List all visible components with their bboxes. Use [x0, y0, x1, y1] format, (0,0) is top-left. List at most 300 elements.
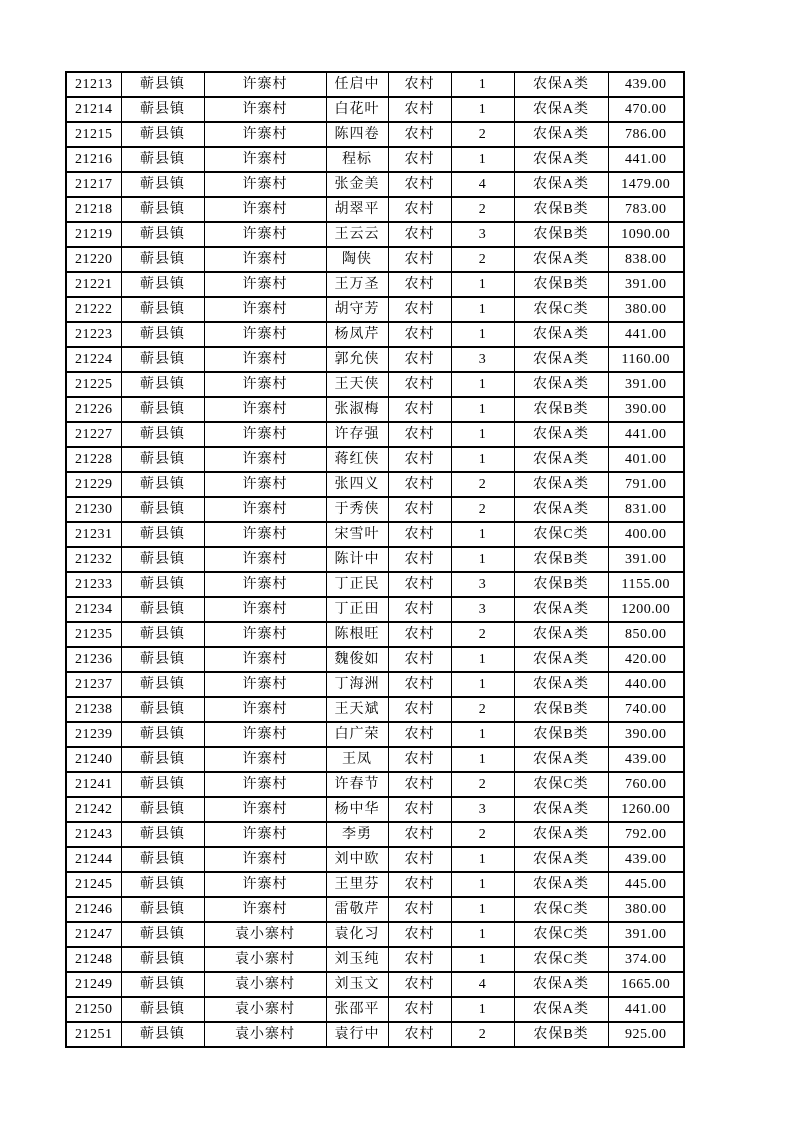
cell-record-id: 21221: [66, 272, 121, 297]
cell-amount: 445.00: [608, 872, 684, 897]
table-row: [66, 747, 684, 772]
cell-person-name: 陈计中: [326, 547, 388, 572]
cell-household-type: 农村: [388, 122, 451, 147]
cell-insurance-category: 农保A类: [514, 122, 608, 147]
cell-town: 蕲县镇: [121, 747, 204, 772]
cell-insurance-category: 农保A类: [514, 247, 608, 272]
cell-village: 许寨村: [204, 122, 326, 147]
cell-town: 蕲县镇: [121, 547, 204, 572]
cell-person-count: 1: [451, 97, 514, 122]
cell-person-name: 王里芬: [326, 872, 388, 897]
cell-household-type: 农村: [388, 72, 451, 97]
cell-person-count: 2: [451, 697, 514, 722]
cell-person-count: 1: [451, 422, 514, 447]
cell-town: 蕲县镇: [121, 797, 204, 822]
table-row: [66, 497, 684, 522]
cell-household-type: 农村: [388, 647, 451, 672]
table-row: [66, 1022, 684, 1047]
cell-amount: 1200.00: [608, 597, 684, 622]
table-row: [66, 522, 684, 547]
cell-insurance-category: 农保A类: [514, 322, 608, 347]
cell-household-type: 农村: [388, 697, 451, 722]
cell-person-name: 袁化习: [326, 922, 388, 947]
cell-insurance-category: 农保A类: [514, 172, 608, 197]
cell-town: 蕲县镇: [121, 247, 204, 272]
cell-record-id: 21249: [66, 972, 121, 997]
cell-village: 许寨村: [204, 797, 326, 822]
table-row: [66, 622, 684, 647]
cell-town: 蕲县镇: [121, 522, 204, 547]
cell-person-count: 1: [451, 397, 514, 422]
cell-town: 蕲县镇: [121, 672, 204, 697]
cell-town: 蕲县镇: [121, 972, 204, 997]
cell-person-name: 丁正民: [326, 572, 388, 597]
cell-town: 蕲县镇: [121, 997, 204, 1022]
cell-town: 蕲县镇: [121, 1022, 204, 1047]
cell-record-id: 21220: [66, 247, 121, 272]
cell-insurance-category: 农保A类: [514, 622, 608, 647]
cell-person-count: 1: [451, 872, 514, 897]
cell-town: 蕲县镇: [121, 897, 204, 922]
cell-town: 蕲县镇: [121, 322, 204, 347]
cell-person-count: 1: [451, 522, 514, 547]
cell-person-count: 3: [451, 797, 514, 822]
cell-person-name: 袁行中: [326, 1022, 388, 1047]
cell-person-name: 张淑梅: [326, 397, 388, 422]
cell-insurance-category: 农保C类: [514, 897, 608, 922]
cell-household-type: 农村: [388, 297, 451, 322]
table-row: [66, 447, 684, 472]
cell-household-type: 农村: [388, 397, 451, 422]
cell-amount: 390.00: [608, 397, 684, 422]
cell-person-count: 1: [451, 747, 514, 772]
cell-household-type: 农村: [388, 672, 451, 697]
cell-record-id: 21243: [66, 822, 121, 847]
cell-person-name: 杨凤芹: [326, 322, 388, 347]
cell-insurance-category: 农保C类: [514, 297, 608, 322]
cell-person-name: 张四义: [326, 472, 388, 497]
cell-record-id: 21214: [66, 97, 121, 122]
cell-household-type: 农村: [388, 797, 451, 822]
table-row: [66, 922, 684, 947]
cell-household-type: 农村: [388, 897, 451, 922]
cell-person-count: 1: [451, 72, 514, 97]
cell-village: 许寨村: [204, 672, 326, 697]
table-row: [66, 297, 684, 322]
cell-town: 蕲县镇: [121, 72, 204, 97]
cell-amount: 400.00: [608, 522, 684, 547]
cell-insurance-category: 农保A类: [514, 497, 608, 522]
cell-insurance-category: 农保A类: [514, 422, 608, 447]
cell-village: 许寨村: [204, 472, 326, 497]
cell-insurance-category: 农保B类: [514, 547, 608, 572]
cell-village: 许寨村: [204, 397, 326, 422]
cell-insurance-category: 农保A类: [514, 672, 608, 697]
cell-household-type: 农村: [388, 472, 451, 497]
cell-record-id: 21227: [66, 422, 121, 447]
cell-record-id: 21238: [66, 697, 121, 722]
cell-person-count: 1: [451, 272, 514, 297]
cell-town: 蕲县镇: [121, 947, 204, 972]
cell-person-count: 3: [451, 222, 514, 247]
cell-person-name: 陶侠: [326, 247, 388, 272]
cell-town: 蕲县镇: [121, 622, 204, 647]
cell-amount: 374.00: [608, 947, 684, 972]
table-row: [66, 172, 684, 197]
table-row: [66, 672, 684, 697]
table-row: [66, 247, 684, 272]
cell-household-type: 农村: [388, 372, 451, 397]
table-row: [66, 472, 684, 497]
table-row: [66, 222, 684, 247]
cell-insurance-category: 农保B类: [514, 1022, 608, 1047]
cell-town: 蕲县镇: [121, 697, 204, 722]
cell-town: 蕲县镇: [121, 97, 204, 122]
cell-insurance-category: 农保C类: [514, 772, 608, 797]
cell-insurance-category: 农保A类: [514, 822, 608, 847]
cell-record-id: 21213: [66, 72, 121, 97]
cell-town: 蕲县镇: [121, 222, 204, 247]
cell-record-id: 21247: [66, 922, 121, 947]
cell-town: 蕲县镇: [121, 847, 204, 872]
table-body: [66, 72, 684, 1047]
cell-person-name: 王天斌: [326, 697, 388, 722]
cell-town: 蕲县镇: [121, 472, 204, 497]
cell-person-name: 王万圣: [326, 272, 388, 297]
cell-record-id: 21223: [66, 322, 121, 347]
cell-village: 许寨村: [204, 747, 326, 772]
cell-village: 许寨村: [204, 322, 326, 347]
cell-insurance-category: 农保A类: [514, 472, 608, 497]
table-row: [66, 947, 684, 972]
cell-person-name: 王凤: [326, 747, 388, 772]
cell-village: 许寨村: [204, 197, 326, 222]
cell-amount: 1155.00: [608, 572, 684, 597]
cell-person-count: 1: [451, 447, 514, 472]
cell-person-count: 2: [451, 247, 514, 272]
cell-person-name: 许存强: [326, 422, 388, 447]
cell-village: 许寨村: [204, 647, 326, 672]
cell-town: 蕲县镇: [121, 147, 204, 172]
cell-village: 许寨村: [204, 172, 326, 197]
cell-person-name: 陈四卷: [326, 122, 388, 147]
table-row: [66, 122, 684, 147]
cell-person-count: 1: [451, 947, 514, 972]
cell-person-name: 雷敬芹: [326, 897, 388, 922]
table-row: [66, 547, 684, 572]
cell-village: 许寨村: [204, 522, 326, 547]
cell-person-count: 2: [451, 622, 514, 647]
cell-person-name: 胡翠平: [326, 197, 388, 222]
cell-person-name: 任启中: [326, 72, 388, 97]
table-row: [66, 822, 684, 847]
table-row: [66, 972, 684, 997]
cell-insurance-category: 农保B类: [514, 397, 608, 422]
table-row: [66, 572, 684, 597]
cell-person-count: 2: [451, 472, 514, 497]
cell-household-type: 农村: [388, 972, 451, 997]
table-row: [66, 772, 684, 797]
cell-town: 蕲县镇: [121, 597, 204, 622]
cell-person-name: 许春节: [326, 772, 388, 797]
cell-insurance-category: 农保A类: [514, 97, 608, 122]
cell-record-id: 21229: [66, 472, 121, 497]
cell-amount: 441.00: [608, 997, 684, 1022]
cell-amount: 441.00: [608, 322, 684, 347]
cell-amount: 783.00: [608, 197, 684, 222]
cell-household-type: 农村: [388, 147, 451, 172]
cell-town: 蕲县镇: [121, 872, 204, 897]
cell-insurance-category: 农保A类: [514, 747, 608, 772]
table-row: [66, 347, 684, 372]
cell-household-type: 农村: [388, 347, 451, 372]
cell-person-name: 王天侠: [326, 372, 388, 397]
cell-village: 许寨村: [204, 722, 326, 747]
cell-record-id: 21244: [66, 847, 121, 872]
cell-record-id: 21240: [66, 747, 121, 772]
table-row: [66, 697, 684, 722]
cell-household-type: 农村: [388, 247, 451, 272]
cell-person-name: 于秀侠: [326, 497, 388, 522]
cell-insurance-category: 农保A类: [514, 72, 608, 97]
cell-amount: 786.00: [608, 122, 684, 147]
cell-record-id: 21226: [66, 397, 121, 422]
cell-amount: 1665.00: [608, 972, 684, 997]
cell-person-count: 1: [451, 672, 514, 697]
cell-amount: 391.00: [608, 547, 684, 572]
cell-town: 蕲县镇: [121, 397, 204, 422]
cell-household-type: 农村: [388, 322, 451, 347]
cell-village: 许寨村: [204, 572, 326, 597]
cell-person-name: 丁海洲: [326, 672, 388, 697]
cell-insurance-category: 农保A类: [514, 847, 608, 872]
cell-record-id: 21222: [66, 297, 121, 322]
cell-household-type: 农村: [388, 597, 451, 622]
cell-person-count: 2: [451, 497, 514, 522]
cell-household-type: 农村: [388, 1022, 451, 1047]
table-row: [66, 372, 684, 397]
cell-village: 许寨村: [204, 147, 326, 172]
cell-town: 蕲县镇: [121, 272, 204, 297]
cell-record-id: 21233: [66, 572, 121, 597]
cell-person-name: 胡守芳: [326, 297, 388, 322]
cell-village: 许寨村: [204, 372, 326, 397]
cell-record-id: 21250: [66, 997, 121, 1022]
cell-person-name: 程标: [326, 147, 388, 172]
cell-amount: 792.00: [608, 822, 684, 847]
cell-insurance-category: 农保C类: [514, 947, 608, 972]
cell-insurance-category: 农保C类: [514, 522, 608, 547]
cell-village: 许寨村: [204, 247, 326, 272]
cell-person-count: 1: [451, 322, 514, 347]
cell-town: 蕲县镇: [121, 122, 204, 147]
cell-person-count: 1: [451, 372, 514, 397]
cell-amount: 850.00: [608, 622, 684, 647]
cell-town: 蕲县镇: [121, 647, 204, 672]
cell-person-name: 张邵平: [326, 997, 388, 1022]
cell-household-type: 农村: [388, 722, 451, 747]
cell-person-name: 王云云: [326, 222, 388, 247]
cell-amount: 838.00: [608, 247, 684, 272]
cell-record-id: 21231: [66, 522, 121, 547]
cell-person-name: 张金美: [326, 172, 388, 197]
cell-household-type: 农村: [388, 522, 451, 547]
cell-insurance-category: 农保A类: [514, 872, 608, 897]
cell-village: 许寨村: [204, 597, 326, 622]
cell-village: 许寨村: [204, 897, 326, 922]
cell-person-count: 1: [451, 547, 514, 572]
cell-household-type: 农村: [388, 447, 451, 472]
cell-household-type: 农村: [388, 572, 451, 597]
table-row: [66, 147, 684, 172]
cell-village: 袁小寨村: [204, 922, 326, 947]
cell-person-name: 郭允侠: [326, 347, 388, 372]
cell-household-type: 农村: [388, 272, 451, 297]
cell-record-id: 21215: [66, 122, 121, 147]
cell-record-id: 21246: [66, 897, 121, 922]
cell-household-type: 农村: [388, 822, 451, 847]
cell-insurance-category: 农保A类: [514, 372, 608, 397]
cell-person-count: 3: [451, 597, 514, 622]
cell-village: 许寨村: [204, 97, 326, 122]
cell-town: 蕲县镇: [121, 722, 204, 747]
cell-amount: 1090.00: [608, 222, 684, 247]
cell-village: 袁小寨村: [204, 997, 326, 1022]
cell-person-count: 2: [451, 1022, 514, 1047]
cell-person-count: 4: [451, 972, 514, 997]
cell-insurance-category: 农保A类: [514, 597, 608, 622]
cell-insurance-category: 农保A类: [514, 972, 608, 997]
cell-village: 许寨村: [204, 772, 326, 797]
cell-village: 许寨村: [204, 447, 326, 472]
cell-town: 蕲县镇: [121, 422, 204, 447]
cell-amount: 740.00: [608, 697, 684, 722]
cell-insurance-category: 农保A类: [514, 347, 608, 372]
cell-amount: 439.00: [608, 847, 684, 872]
cell-person-name: 刘中欧: [326, 847, 388, 872]
cell-record-id: 21239: [66, 722, 121, 747]
cell-household-type: 农村: [388, 497, 451, 522]
cell-person-count: 1: [451, 897, 514, 922]
cell-person-count: 2: [451, 772, 514, 797]
cell-amount: 441.00: [608, 147, 684, 172]
cell-record-id: 21235: [66, 622, 121, 647]
table-row: [66, 72, 684, 97]
cell-household-type: 农村: [388, 547, 451, 572]
cell-town: 蕲县镇: [121, 297, 204, 322]
cell-household-type: 农村: [388, 747, 451, 772]
cell-village: 许寨村: [204, 297, 326, 322]
cell-person-name: 魏俊如: [326, 647, 388, 672]
cell-person-name: 李勇: [326, 822, 388, 847]
cell-record-id: 21217: [66, 172, 121, 197]
cell-town: 蕲县镇: [121, 197, 204, 222]
cell-village: 袁小寨村: [204, 947, 326, 972]
cell-village: 袁小寨村: [204, 972, 326, 997]
cell-town: 蕲县镇: [121, 497, 204, 522]
cell-household-type: 农村: [388, 847, 451, 872]
cell-household-type: 农村: [388, 997, 451, 1022]
cell-amount: 440.00: [608, 672, 684, 697]
cell-household-type: 农村: [388, 947, 451, 972]
cell-amount: 439.00: [608, 72, 684, 97]
cell-record-id: 21232: [66, 547, 121, 572]
cell-amount: 380.00: [608, 897, 684, 922]
table-row: [66, 97, 684, 122]
cell-amount: 1479.00: [608, 172, 684, 197]
cell-insurance-category: 农保B类: [514, 697, 608, 722]
cell-village: 许寨村: [204, 697, 326, 722]
table-row: [66, 797, 684, 822]
cell-insurance-category: 农保A类: [514, 147, 608, 172]
cell-record-id: 21236: [66, 647, 121, 672]
cell-person-count: 2: [451, 122, 514, 147]
cell-person-count: 2: [451, 822, 514, 847]
table-row: [66, 897, 684, 922]
cell-record-id: 21216: [66, 147, 121, 172]
table-row: [66, 322, 684, 347]
cell-town: 蕲县镇: [121, 347, 204, 372]
cell-town: 蕲县镇: [121, 822, 204, 847]
cell-person-count: 1: [451, 722, 514, 747]
cell-town: 蕲县镇: [121, 922, 204, 947]
cell-person-count: 3: [451, 347, 514, 372]
cell-insurance-category: 农保B类: [514, 222, 608, 247]
cell-amount: 439.00: [608, 747, 684, 772]
cell-village: 许寨村: [204, 272, 326, 297]
cell-insurance-category: 农保A类: [514, 997, 608, 1022]
cell-amount: 391.00: [608, 272, 684, 297]
cell-household-type: 农村: [388, 772, 451, 797]
cell-amount: 390.00: [608, 722, 684, 747]
cell-village: 许寨村: [204, 847, 326, 872]
cell-insurance-category: 农保B类: [514, 572, 608, 597]
cell-town: 蕲县镇: [121, 172, 204, 197]
cell-amount: 391.00: [608, 372, 684, 397]
cell-insurance-category: 农保C类: [514, 922, 608, 947]
table-row: [66, 847, 684, 872]
cell-amount: 391.00: [608, 922, 684, 947]
cell-insurance-category: 农保B类: [514, 272, 608, 297]
cell-record-id: 21224: [66, 347, 121, 372]
cell-record-id: 21237: [66, 672, 121, 697]
cell-person-count: 1: [451, 147, 514, 172]
cell-person-count: 1: [451, 297, 514, 322]
cell-record-id: 21219: [66, 222, 121, 247]
cell-person-name: 白花叶: [326, 97, 388, 122]
table-row: [66, 422, 684, 447]
cell-village: 许寨村: [204, 547, 326, 572]
cell-amount: 441.00: [608, 422, 684, 447]
cell-record-id: 21251: [66, 1022, 121, 1047]
cell-amount: 470.00: [608, 97, 684, 122]
cell-record-id: 21241: [66, 772, 121, 797]
cell-person-count: 1: [451, 922, 514, 947]
cell-amount: 791.00: [608, 472, 684, 497]
cell-person-name: 刘玉文: [326, 972, 388, 997]
cell-household-type: 农村: [388, 922, 451, 947]
cell-person-count: 1: [451, 647, 514, 672]
cell-person-name: 陈根旺: [326, 622, 388, 647]
cell-person-name: 白广荣: [326, 722, 388, 747]
cell-town: 蕲县镇: [121, 447, 204, 472]
cell-household-type: 农村: [388, 422, 451, 447]
cell-town: 蕲县镇: [121, 372, 204, 397]
cell-village: 袁小寨村: [204, 1022, 326, 1047]
cell-insurance-category: 农保A类: [514, 447, 608, 472]
table-row: [66, 272, 684, 297]
cell-amount: 420.00: [608, 647, 684, 672]
